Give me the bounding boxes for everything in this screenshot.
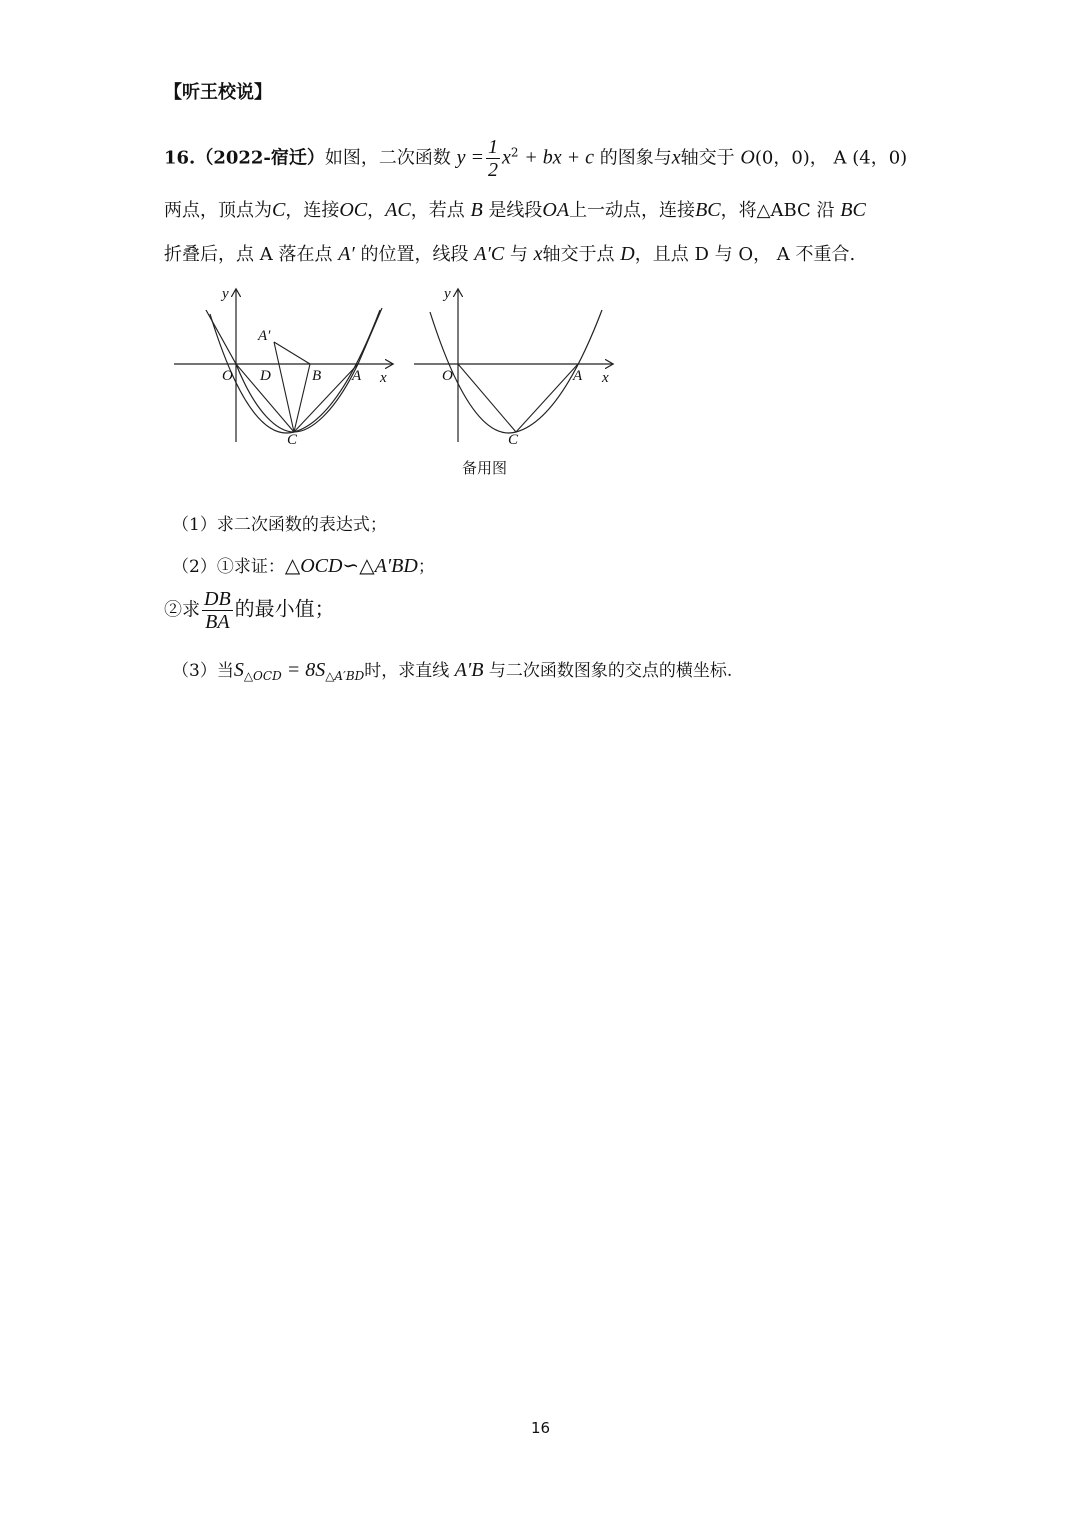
question-3 [172, 656, 732, 683]
label-C-left: C [287, 432, 298, 448]
line2-t3: ， [367, 200, 386, 221]
line2-BC2: BC [840, 199, 866, 221]
q3-eq: = 8 [281, 659, 316, 681]
label-A-right: A [573, 368, 583, 384]
label-B: B [312, 368, 322, 384]
label-x-left: x [380, 370, 387, 386]
label-x-right: x [602, 370, 609, 386]
header-label: 【听王校说】 [164, 82, 272, 103]
q2b-post: 的最小值； [234, 596, 335, 621]
line2-t7: ，将△ABC 沿 [720, 200, 835, 221]
segment-OC-right [458, 364, 516, 432]
problem-line-3 [164, 240, 855, 266]
eq-y: y = [456, 146, 485, 169]
line3-t4: 轴交于点 [542, 244, 615, 265]
q3-line: A′B [454, 659, 484, 681]
figure-caption: 备用图 [462, 459, 508, 477]
label-O-left: O [222, 368, 233, 384]
label-O-right: O [442, 368, 453, 384]
label-A-prime: A′ [258, 328, 271, 344]
line1-x: x [671, 146, 681, 169]
line2-t1: 两点，顶点为 [164, 200, 272, 221]
q2-math: △OCD∽△A′BD [284, 555, 418, 577]
problem-line-1 [164, 136, 907, 186]
q2-pre: （2）①求证： [172, 557, 285, 577]
q3-S1: S [233, 659, 244, 681]
label-y-left: y [222, 286, 229, 302]
question-2 [172, 552, 435, 578]
segment-BC [294, 364, 310, 432]
line2-AC: AC [385, 199, 411, 221]
q2b-fraction [202, 588, 233, 633]
question-1: （1）求二次函数的表达式； [172, 515, 387, 535]
line3-t2: 的位置，线段 [360, 244, 469, 265]
label-A-left: A [352, 368, 362, 384]
segment-AC-right [516, 364, 578, 432]
question-2b [164, 588, 335, 633]
line2-OA: OA [542, 199, 570, 221]
problem-intro: 如图，二次函数 [324, 147, 451, 169]
q2b-pre: ②求 [164, 599, 200, 621]
segment-A1C [274, 342, 294, 432]
line2-t6: 上一动点，连接 [569, 200, 696, 221]
segment-A1B [274, 342, 310, 364]
q2-post: ； [417, 557, 435, 577]
page-number: 16 [531, 1419, 551, 1437]
line1-O: O [740, 146, 755, 169]
label-C-right: C [508, 432, 519, 448]
q3-post: 时，求直线 [364, 661, 450, 681]
q3-S2: S [315, 659, 326, 681]
line3-x: x [533, 243, 543, 265]
line3-A1: A′ [338, 243, 355, 265]
line3-t3: 与 [509, 244, 528, 265]
line3-t1: 折叠后，点 A 落在点 [164, 244, 333, 265]
line1-A: A (4，0) [833, 147, 908, 169]
figure-backup [414, 286, 612, 448]
q3-pre: （3）当 [172, 661, 234, 681]
eq-frac-num: 1 [488, 136, 499, 158]
label-y-right: y [444, 286, 451, 302]
figure-main [174, 286, 392, 448]
problem-number: 16. [164, 147, 196, 169]
label-D: D [260, 368, 271, 384]
line2-t4: ，若点 [410, 200, 465, 221]
line1-text: 的图象与 [599, 147, 672, 169]
line1-O-coords: (0，0)， [754, 147, 828, 169]
line2-t5: 是线段 [488, 200, 543, 221]
line2-B: B [470, 199, 483, 221]
problem-source: （2022-宿迁） [195, 147, 325, 169]
line1-axis: 轴交于 [680, 147, 735, 169]
q2b-num: DB [204, 588, 231, 610]
line2-t2: ，连接 [285, 200, 340, 221]
q3-end: 与二次函数图象的交点的横坐标. [488, 661, 733, 681]
eq-fraction [486, 136, 500, 181]
line2-OC: OC [339, 199, 368, 221]
q2b-den: BA [205, 611, 230, 633]
eq-rest: + bx + c [524, 146, 595, 169]
eq-x: x [502, 146, 511, 169]
problem-line-2 [164, 196, 866, 222]
q3-sub2: △A′BD [325, 669, 365, 683]
line2-C: C [272, 199, 286, 221]
line3-D: D [620, 243, 635, 265]
segment-AC [294, 364, 358, 432]
line2-BC: BC [695, 199, 721, 221]
line3-A1C: A′C [474, 243, 505, 265]
line3-t5: ，且点 D 与 O， A 不重合. [634, 244, 856, 265]
q3-sub1: △OCD [243, 669, 282, 683]
eq-frac-den: 2 [488, 159, 499, 181]
eq-sup: 2 [510, 145, 519, 160]
figure-diagrams [170, 284, 630, 454]
